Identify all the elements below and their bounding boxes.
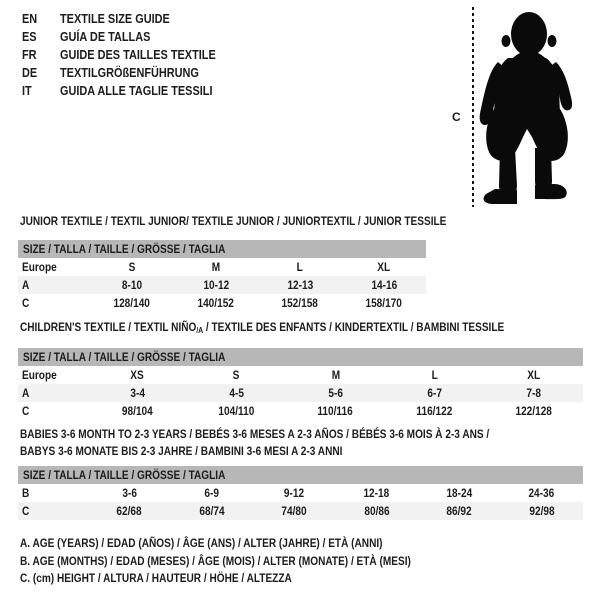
height-measure-label: C [452, 110, 461, 124]
size-cell: 8-10 [121, 278, 143, 292]
height-measure-line [472, 7, 474, 207]
size-cell: 12-18 [363, 486, 390, 500]
size-cell: 12-13 [287, 278, 313, 292]
footnote-line: C. (cm) HEIGHT / ALTURA / HAUTEUR / HÖHE / ALTEZZA [20, 571, 292, 585]
size-cell: 10-12 [203, 278, 229, 292]
children-size-table [18, 348, 583, 420]
language-code: FR [22, 46, 37, 62]
row-label-cell: C [22, 504, 30, 518]
size-cell: 5-6 [328, 386, 343, 400]
size-cell: XS [130, 368, 145, 382]
size-cell: 7-8 [526, 386, 541, 400]
row-label-cell: Europe [22, 368, 57, 382]
size-cell: 152/158 [281, 296, 319, 310]
language-code: EN [22, 10, 38, 26]
nino-a-subscript: /A [196, 326, 204, 335]
language-label: GUÍA DE TALLAS [60, 28, 151, 44]
size-cell: 62/68 [116, 504, 142, 518]
size-cell: 104/110 [218, 404, 255, 418]
language-row [22, 9, 245, 27]
footnote-line: B. AGE (MONTHS) / EDAD (MESES) / ÂGE (MOIS) / ALTER (MONATE) / ETÀ (MESI) [20, 553, 411, 568]
row-label-cell: A [22, 278, 30, 292]
table-row [18, 258, 426, 276]
size-cell: 3-4 [130, 386, 145, 400]
size-cell: L [431, 368, 438, 382]
language-row [22, 63, 245, 81]
size-cell: 140/152 [197, 296, 235, 310]
size-cell: 6-7 [427, 386, 442, 400]
size-cell: 9-12 [284, 486, 305, 500]
table-row [18, 484, 583, 502]
footnotes [20, 536, 485, 589]
size-cell: 122/128 [515, 404, 552, 418]
table-row [18, 502, 583, 520]
size-cell: 6-9 [204, 486, 220, 500]
size-header-band: SIZE / TALLA / TAILLE / GRÖSSE / TAGLIA [18, 240, 426, 258]
table-row [18, 384, 583, 402]
size-cell: 4-5 [229, 386, 244, 400]
size-cell: 18-24 [446, 486, 473, 500]
language-label: GUIDA ALLE TAGLIE TESSILI [60, 82, 213, 98]
language-code: DE [22, 64, 38, 80]
size-cell: 3-6 [121, 486, 137, 500]
size-cell: XL [377, 260, 391, 274]
junior-size-table [18, 240, 426, 312]
size-cell: 24-36 [528, 486, 555, 500]
size-cell: S [233, 368, 240, 382]
children-table-title: CHILDREN'S TEXTILE / TEXTIL $NIÑO_{/A}$ / TEXTILE DES ENFANTS / KINDERTEXTIL / BAMBINI TESSILE [20, 320, 505, 335]
row-label-cell: A [22, 386, 30, 400]
language-row [22, 81, 245, 99]
table-row [18, 294, 426, 312]
size-cell: M [211, 260, 221, 274]
language-row [22, 45, 245, 63]
size-header-band: SIZE / TALLA / TAILLE / GRÖSSE / TAGLIA [18, 466, 583, 484]
size-header-band: SIZE / TALLA / TAILLE / GRÖSSE / TAGLIA [18, 348, 583, 366]
row-label-cell: B [22, 486, 30, 500]
size-cell: L [296, 260, 304, 274]
size-cell: 86/92 [446, 504, 472, 518]
row-label-cell: C [22, 296, 30, 310]
language-row [22, 27, 245, 45]
size-cell: M [331, 368, 340, 382]
language-code: IT [22, 82, 32, 98]
row-label-cell: C [22, 404, 30, 418]
footnote-line: A. AGE (YEARS) / EDAD (AÑOS) / ÂGE (ANS) / ALTER (JAHRE) / ETÀ (ANNI) [20, 536, 383, 550]
size-cell: 98/104 [122, 404, 153, 418]
babies-table-title: BABIES 3-6 MONTH TO 2-3 YEARS / BEBÉS 3-6 MESES A 2-3 AÑOS / BÉBÉS 3-6 MOIS À 2-3 ANS / BABYS 3-6 MONATE BIS 2-3 JAHRE / BAMBINI 3-6 MESI A 2-3 ANNI [20, 427, 490, 458]
table-row [18, 366, 583, 384]
size-cell: 128/140 [113, 296, 151, 310]
size-cell: 74/80 [281, 504, 307, 518]
babies-size-table [18, 466, 583, 520]
size-cell: 110/116 [317, 404, 354, 418]
size-cell: 80/86 [364, 504, 390, 518]
language-code: ES [22, 28, 37, 44]
row-label-cell: Europe [22, 260, 57, 274]
baby-silhouette-icon [478, 6, 594, 208]
table-row [18, 402, 583, 420]
junior-table-title: JUNIOR TEXTILE / TEXTIL JUNIOR/ TEXTILE JUNIOR / JUNIORTEXTIL / JUNIOR TESSILE [20, 214, 447, 228]
size-cell: S [128, 260, 136, 274]
size-cell: 116/122 [416, 404, 453, 418]
size-cell: 92/98 [529, 504, 555, 518]
language-label: TEXTILGRÖßENFÜHRUNG [60, 64, 199, 80]
language-label: TEXTILE SIZE GUIDE [60, 10, 170, 26]
language-label: GUIDE DES TAILLES TEXTILE [60, 46, 216, 62]
language-list [22, 9, 245, 99]
size-cell: 158/170 [365, 296, 403, 310]
size-cell: 68/74 [199, 504, 225, 518]
table-row [18, 276, 426, 294]
size-cell: XL [527, 368, 540, 382]
size-cell: 14-16 [371, 278, 397, 292]
